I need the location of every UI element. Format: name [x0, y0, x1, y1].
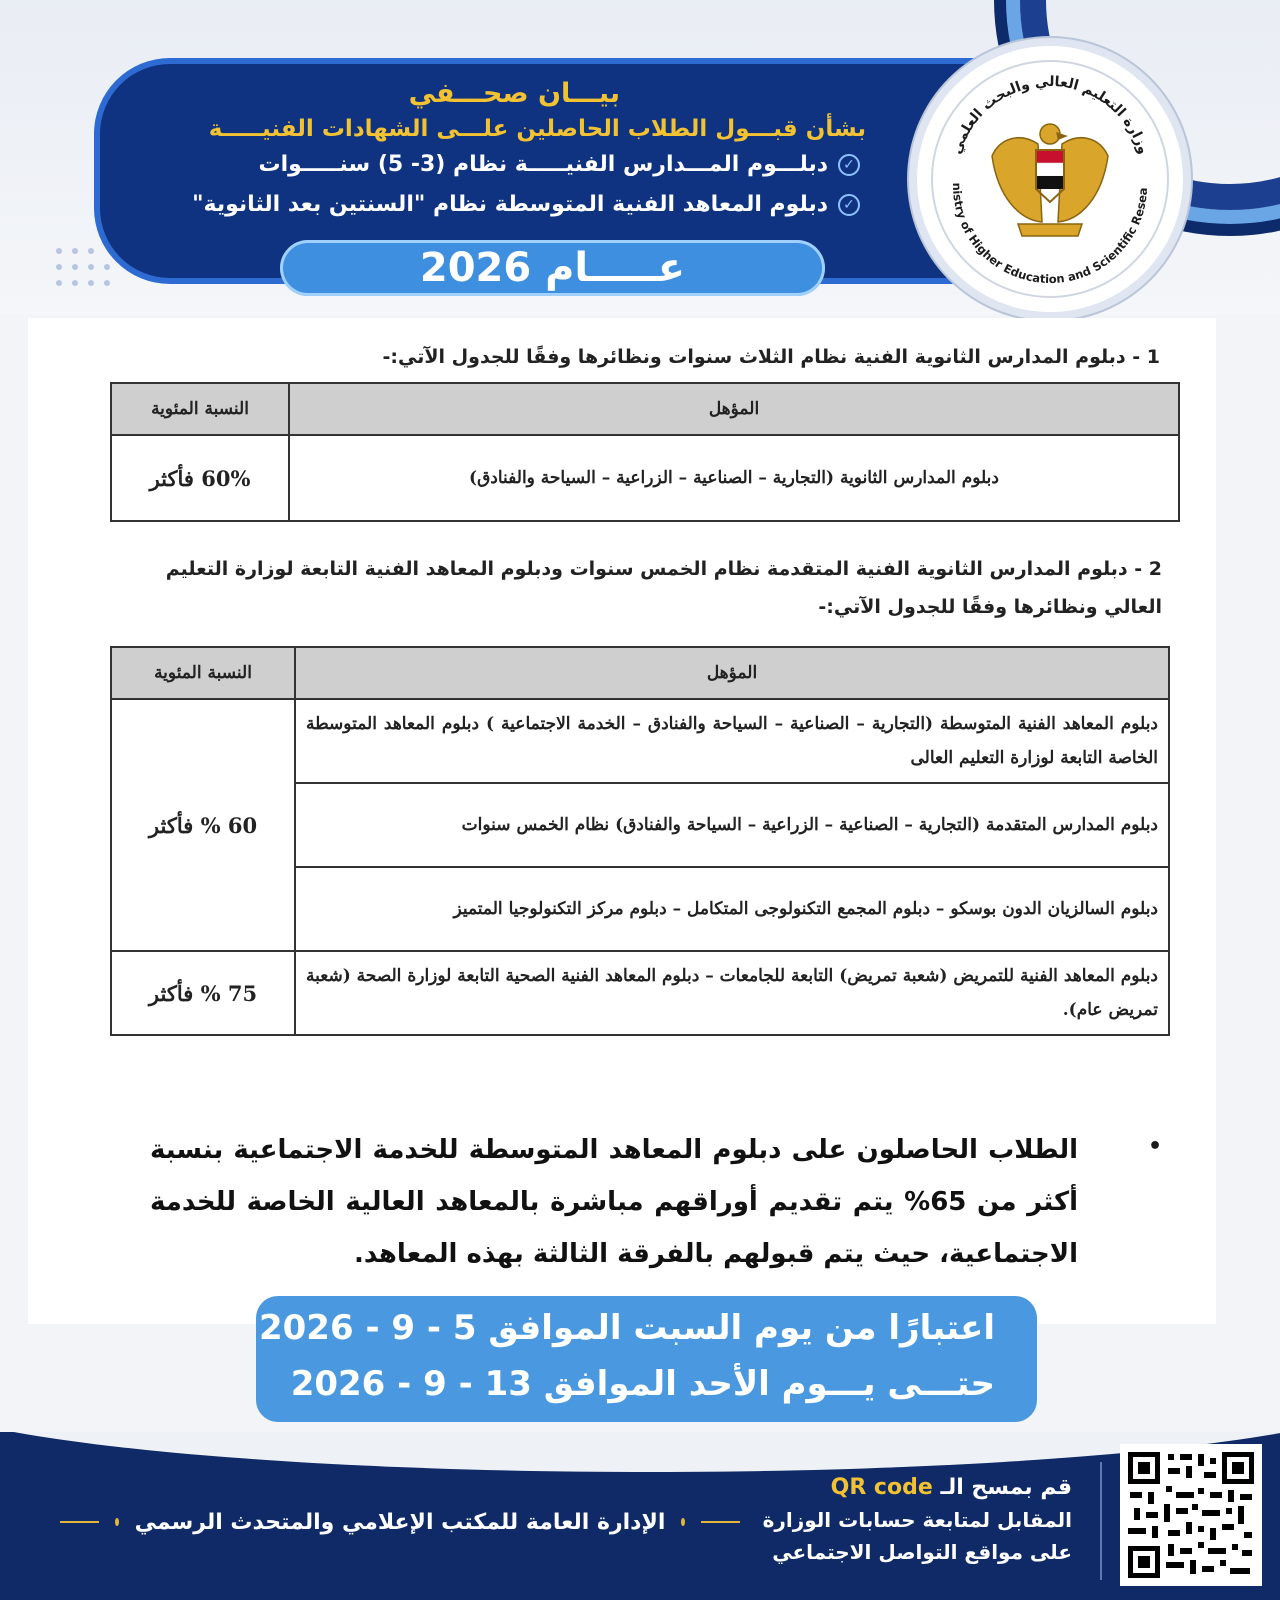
social-service-note: الطلاب الحاصلون على دبلوم المعاهد المتوسطة للخدمة الاجتماعية بنسبة أكثر من 65% يتم تقديم أوراقهم مباشرة بالمعاهد العالية الخاصة للخدمة الاجتماعية، حيث يتم قبولهم بالفرقة الثالثة بهذه المعاهد. — [150, 1135, 1079, 1269]
banner-item — [192, 192, 860, 217]
section1-table — [110, 382, 1180, 522]
banner-item-text: دبلوم المعاهد الفنية المتوسطة نظام "السنتين بعد الثانوية" — [192, 192, 828, 217]
table-row — [111, 435, 1179, 521]
end-date-line: حتـــى يـــوم الأحد الموافق 13 - 9 - 2026 — [290, 1364, 995, 1404]
percentage-cell: 75 % فأكثر — [111, 951, 295, 1035]
logo-english-text: nistry of Higher Education and Scientific Resea — [949, 182, 1151, 287]
section1-intro: 1 - دبلوم المدارس الثانوية الفنية نظام الثلاث سنوات ونظائرها وفقًا للجدول الآتي:- — [382, 346, 1160, 368]
qr-code-icon — [1126, 1450, 1256, 1580]
banner-item — [259, 152, 861, 177]
press-release-title: بيـــان صحـــفي — [408, 78, 620, 109]
qualification-header: المؤهل — [295, 647, 1169, 699]
section2-intro: 2 - دبلوم المدارس الثانوية الفنية المتقدمة نظام الخمس سنوات ودبلوم المعاهد الفنية التابعة لوزارة التعليم العالي ونظائرها وفقًا للجدول الآتي:- — [165, 558, 1162, 618]
section2-table — [110, 646, 1170, 1036]
egypt-eagle-emblem-icon — [917, 46, 1183, 312]
table-row — [111, 699, 1169, 783]
qr-line3: على مواقع التواصل الاجتماعي — [772, 1540, 1072, 1564]
gold-rule — [701, 1521, 740, 1523]
qr-code[interactable] — [1120, 1444, 1262, 1586]
logo-arabic-text: وزارة التعليم العالي والبحث العلمي — [948, 73, 1152, 157]
qualification-cell: دبلوم المعاهد الفنية للتمريض (شعبة تمريض) التابعة للجامعات – دبلوم المعاهد الفنية الصحية التابعة لوزارة الصحة (شعبة تمريض عام). — [295, 951, 1169, 1035]
start-date-line: اعتبارًا من يوم السبت الموافق 5 - 9 - 2026 — [258, 1308, 995, 1348]
gold-rule — [60, 1521, 99, 1523]
qr-prefix: قم بمسح الـ — [940, 1475, 1072, 1500]
gold-dot — [681, 1518, 685, 1526]
percentage-header: النسبة المئوية — [111, 383, 289, 435]
qualification-cell: دبلوم المدارس المتقدمة (التجارية – الصناعية – الزراعية – السياحة والفنادق) نظام الخمس سنوات — [295, 783, 1169, 867]
media-office-credit — [60, 1502, 740, 1542]
percentage-cell: 60% فأكثر — [111, 435, 289, 521]
qualification-cell: دبلوم المعاهد الفنية المتوسطة (التجارية – الصناعية – السياحة والفنادق – الخدمة الاجتماعية ) دبلوم المعاهد المتوسطة الخاصة التابعة لوزارة التعليم العالى — [295, 699, 1169, 783]
note-bullet: • — [1148, 1134, 1163, 1159]
qr-divider — [1100, 1462, 1102, 1580]
press-release-subtitle: بشأن قبـــول الطلاب الحاصلين علـــى الشهادات الفنيـــــة — [208, 116, 866, 142]
application-dates-box — [256, 1296, 1037, 1422]
qr-word: QR code — [830, 1475, 933, 1500]
footer — [0, 1432, 1280, 1600]
qualification-cell: دبلوم السالزيان الدون بوسكو – دبلوم المجمع التكنولوجى المتكامل – دبلوم مركز التكنولوجيا المتميز — [295, 867, 1169, 951]
qr-line1 — [763, 1472, 1072, 1504]
ministry-logo — [917, 46, 1183, 312]
percentage-header: النسبة المئوية — [111, 647, 295, 699]
check-circle-icon: ✓ — [838, 194, 860, 216]
qualification-cell: دبلوم المدارس الثانوية (التجارية – الصناعية – الزراعية – السياحة والفنادق) — [289, 435, 1179, 521]
banner-item-text: دبلـــوم المـــدارس الفنيـــــة نظام (3- 5) سنـــــوات — [258, 152, 828, 177]
media-office-text: الإدارة العامة للمكتب الإعلامي والمتحدث الرسمي — [134, 1509, 666, 1535]
check-circle-icon: ✓ — [838, 154, 860, 176]
gold-dot — [115, 1518, 119, 1526]
table-row — [111, 951, 1169, 1035]
qr-instructions — [763, 1472, 1072, 1568]
qr-line2: المقابل لمتابعة حسابات الوزارة — [762, 1508, 1072, 1532]
footer-wave-decoration — [0, 1432, 1280, 1472]
qualification-header: المؤهل — [289, 383, 1179, 435]
percentage-cell: 60 % فأكثر — [111, 699, 295, 951]
year-pill: عـــــام 2026 — [280, 240, 825, 296]
